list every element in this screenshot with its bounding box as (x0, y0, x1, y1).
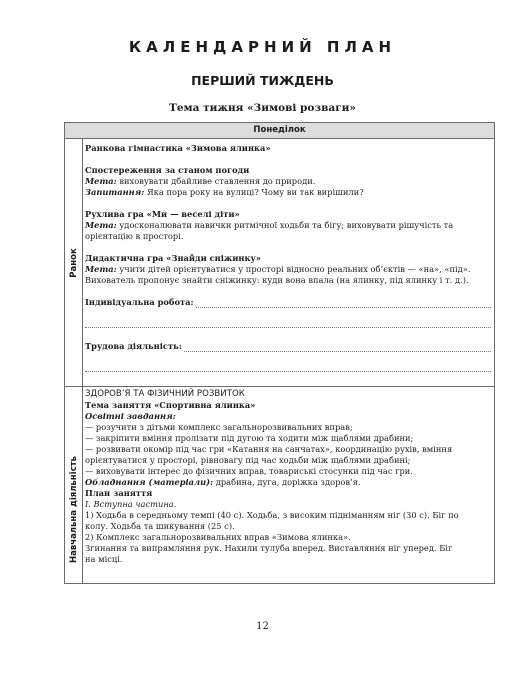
labor-line: Трудова діяльність: (85, 341, 491, 352)
part-label: I. Вступна частина. (85, 499, 177, 509)
plan-step: Згинання та випрямляння рук. Нахили тулуба вперед. Виставляння ніг уперед. Біг (85, 543, 453, 553)
plan-step: на місці. (85, 554, 123, 564)
table-header (65, 123, 494, 139)
schedule-table (64, 122, 495, 584)
topic-line: Тема заняття «Спортивна ялинка» (85, 400, 256, 410)
game-goal-cont: орієнтацію в просторі. (85, 231, 184, 241)
observation-goal: Мета: виховувати дбайливе ставлення до природи. (85, 176, 316, 186)
task-item: — розучити з дітьми комплекс загальнорозвивальних вправ; (85, 422, 353, 432)
plan-step: колу. Ходьба та шикування (25 с). (85, 521, 235, 531)
task-item: — розвивати окомір під час гри «Катання на санчатах», координацію рухів, вміння (85, 444, 453, 454)
task-item: — закріпити вміння пролізати під дугою та ходити між щаблями драбини; (85, 433, 414, 443)
morning-cell (85, 143, 491, 373)
game-title: Рухлива гра «Ми — веселі діти» (85, 209, 240, 219)
row-divider (65, 386, 494, 387)
day-label: Понеділок (253, 125, 306, 135)
page-title: КАЛЕНДАРНИЙ ПЛАН (128, 38, 397, 56)
page-number: 12 (256, 621, 269, 632)
learning-row-label: Навчальна діяльність (69, 456, 79, 563)
tasks-label: Освітні завдання: (85, 411, 176, 421)
morning-row-label: Ранок (69, 248, 79, 278)
labor-extra-line (85, 361, 491, 372)
equipment-line: Обладнання (матеріали): драбина, дуга, доріжка здоров’я. (85, 477, 361, 487)
plan-step: 2) Комплекс загальнорозвивальних вправ «Зимова ялинка». (85, 532, 351, 542)
game-goal: Мета: удосконалювати навички ритмічної ходьби та бігу; виховувати рішучість та (85, 220, 454, 230)
section-title: ЗДОРОВ’Я ТА ФІЗИЧНИЙ РОЗВИТОК (85, 389, 245, 399)
week-theme: Тема тижня «Зимові розваги» (169, 102, 356, 114)
gymnastics-title: Ранкова гімнастика «Зимова ялинка» (85, 143, 271, 153)
learning-cell (85, 389, 491, 565)
individual-work-extra-line (85, 317, 491, 328)
plan-label: План заняття (85, 488, 153, 498)
plan-step: 1) Ходьба в середньому темпі (40 с). Ходьба, з високим підніманням ніг (30 с). Біг по (85, 510, 459, 520)
individual-work-line: Індивідуальна робота: (85, 297, 491, 308)
didactic-goal: Мета: учити дітей орієнтуватися у просторі відносно реальних об’єктів — «на», «під». (85, 264, 471, 274)
week-subtitle: ПЕРШИЙ ТИЖДЕНЬ (191, 73, 334, 88)
observation-question: Запитання: Яка пора року на вулиці? Чому ви так вирішили? (85, 187, 364, 197)
didactic-note: Вихователь пропонує знайти сніжинку: куди вона впала (на ялинку, під ялинку і т. д.). (85, 275, 469, 285)
task-item: — виховувати інтерес до фізичних вправ, товариські стосунки під час гри. (85, 466, 413, 476)
didactic-title: Дидактична гра «Знайди сніжинку» (85, 253, 261, 263)
column-divider (82, 139, 83, 584)
observation-title: Спостереження за станом погоди (85, 165, 250, 175)
task-item: орієнтуватися у просторі, рівновагу під час ходьби між щаблями драбині; (85, 455, 411, 465)
